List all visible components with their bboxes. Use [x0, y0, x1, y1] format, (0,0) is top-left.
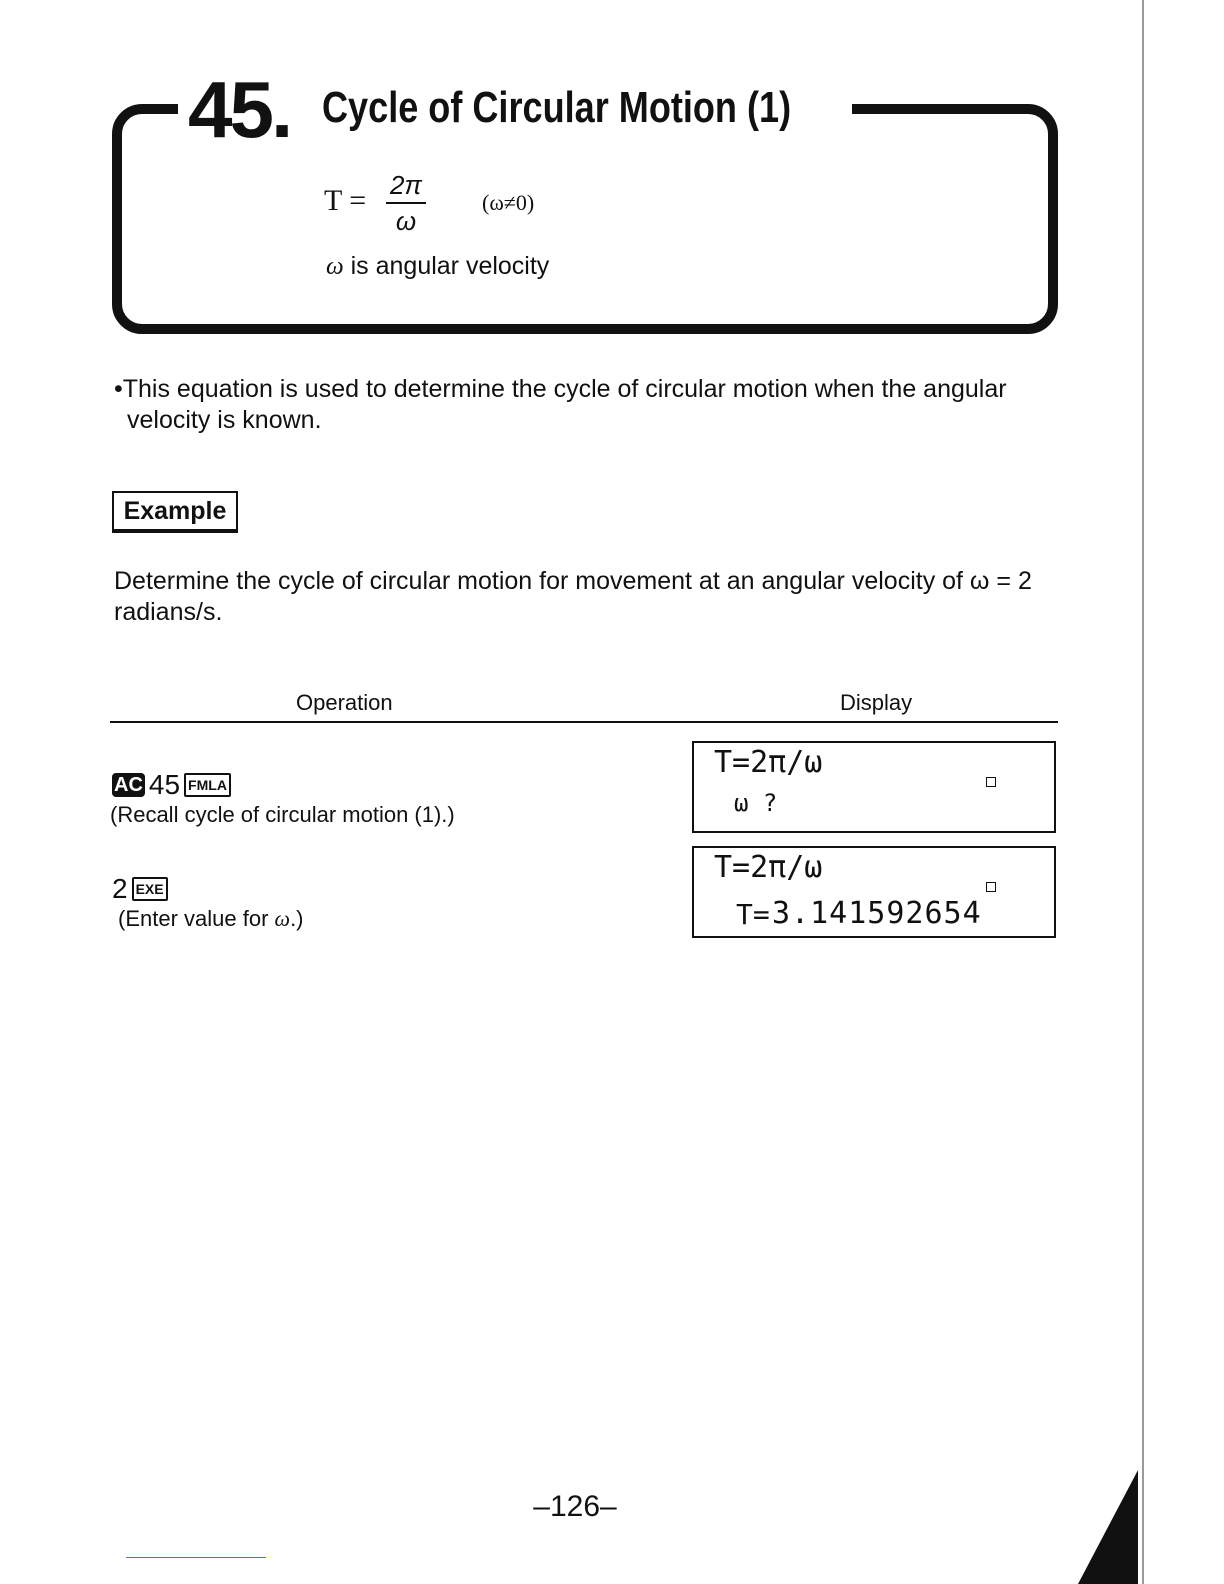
ac-key-icon: AC	[114, 774, 143, 796]
fmla-key-icon: FMLA	[184, 773, 231, 797]
page-edge-shadow	[1078, 1470, 1138, 1584]
step-2-keys	[112, 874, 168, 904]
display-1	[692, 741, 1056, 833]
display-2	[692, 846, 1056, 938]
formula-denominator: ω	[395, 206, 417, 236]
formula-description	[326, 252, 549, 281]
display-header: Display	[840, 690, 913, 715]
display-1-line-2: ω ?	[734, 789, 778, 817]
step-1-digits: 45	[148, 769, 181, 800]
step-1-note: (Recall cycle of circular motion (1).)	[110, 802, 455, 827]
formula-lhs: T =	[324, 184, 367, 217]
exe-key-icon: EXE	[132, 877, 168, 901]
intro-line-2: velocity is known.	[127, 406, 322, 434]
display-2-line-1: T=2π/ω	[714, 850, 823, 885]
step-2-note	[118, 906, 304, 932]
page-number: –126–	[533, 1490, 617, 1523]
display-indicator-icon	[986, 882, 996, 892]
example-tag: Example	[112, 491, 238, 531]
formula-condition: (ω≠0)	[482, 190, 535, 215]
fraction-bar	[386, 202, 426, 204]
formula-fraction	[386, 170, 426, 236]
step-2-note-prefix: (Enter value for	[118, 906, 275, 931]
section-number: 45.	[188, 65, 291, 154]
formula-numerator: 2π	[390, 170, 422, 200]
display-1-line-1: T=2π/ω	[714, 745, 823, 780]
display-2-result-label: T=	[736, 898, 770, 931]
step-2-digits: 2	[112, 873, 128, 904]
page-edge	[1142, 0, 1144, 1584]
section-title: Cycle of Circular Motion (1)	[322, 83, 792, 132]
display-indicator-icon	[986, 777, 996, 787]
example-line-2: radians/s.	[114, 598, 223, 626]
step-1-keys	[112, 770, 231, 800]
table-rule	[110, 721, 1058, 723]
intro-line-1: •This equation is used to determine the cycle of circular motion when the angular	[114, 375, 1007, 403]
display-2-result: 3.141592654	[772, 896, 982, 931]
operation-header: Operation	[296, 690, 393, 715]
footer-line	[126, 1557, 266, 1558]
description-text: is angular velocity	[343, 252, 550, 280]
step-2-note-suffix: .)	[290, 906, 304, 931]
omega-symbol: ω	[326, 253, 344, 280]
example-line-1: Determine the cycle of circular motion for movement at an angular velocity of ω = 2	[114, 567, 1032, 595]
step-2-omega: ω	[274, 906, 291, 931]
